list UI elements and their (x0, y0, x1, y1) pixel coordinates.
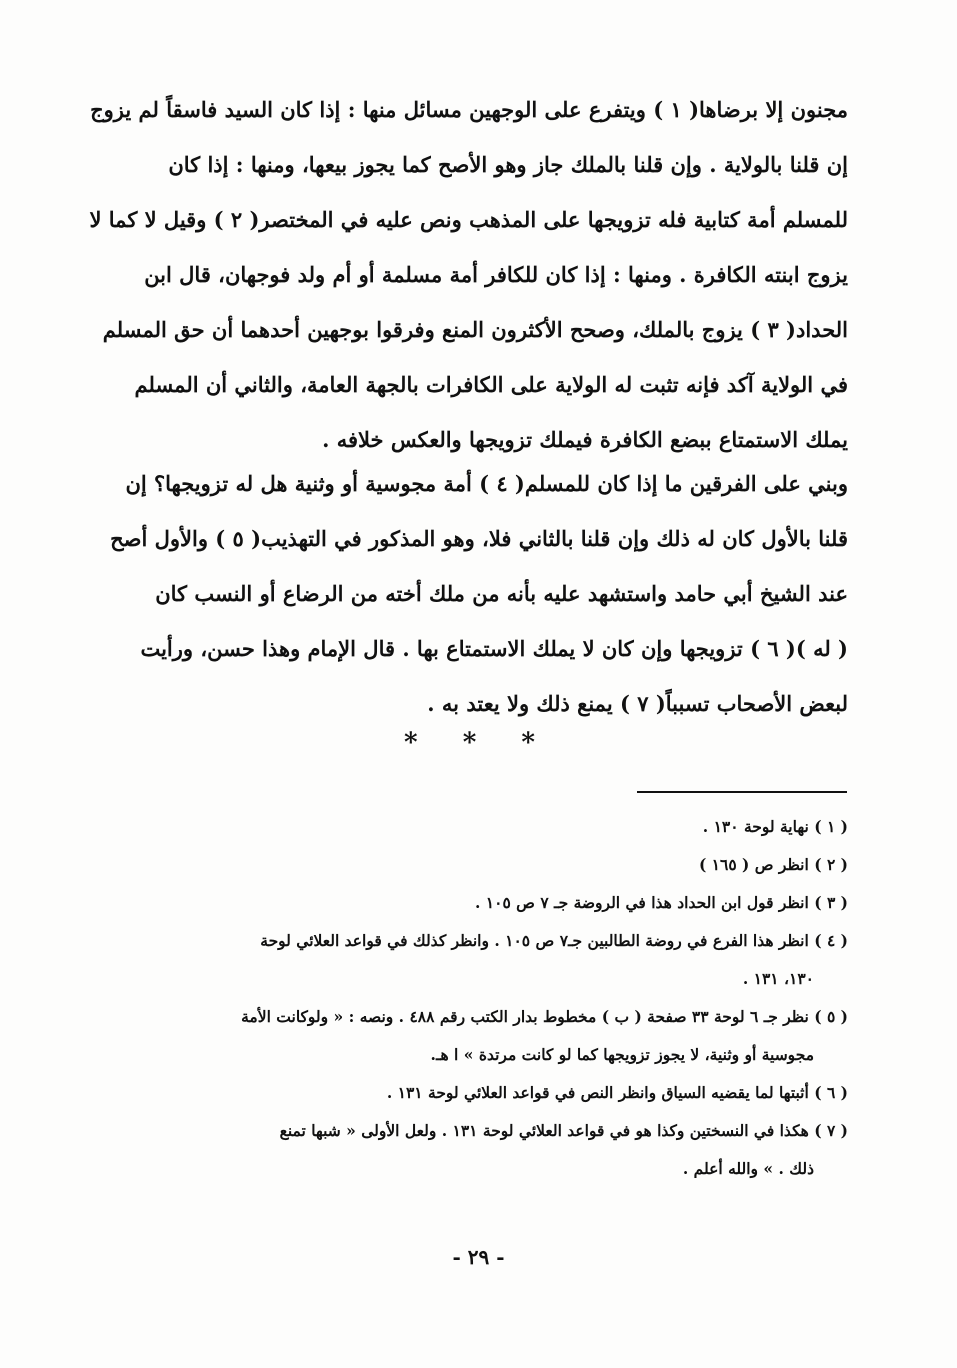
paragraph-2 (110, 456, 848, 731)
paragraph-1 (89, 82, 848, 467)
footnote-1: ( ١ ) نهاية لوحة ١٣٠ . (702, 817, 848, 836)
text-line: عند الشيخ أبي حامد واستشهد عليه بأنه من ملك أخته من الرضاع أو النسب كان (155, 581, 848, 606)
footnote-4-continuation: ١٣٠، ١٣١ . (742, 969, 814, 988)
text-line: ( له )( ٦ ) تزويجها وإن كان لا يملك الاستمتاع بها . قال الإمام وهذا حسن، ورأيت (140, 636, 848, 661)
text-line: مجنون إلا برضاها( ١ ) ويتفرع على الوجهين مسائل منها : إذا كان السيد فاسقاً لم يزوج (90, 97, 848, 122)
footnote-5-continuation: مجوسية أو وثنية، لا يجوز تزويجها كما لو كانت مرتدة » ا هـ. (430, 1045, 814, 1064)
footnote-2: ( ٢ ) انظر ص ( ١٦٥ ) (698, 855, 848, 874)
text-line: للمسلم أمة كتابية فله تزويجها على المذهب ونص عليه في المختصر( ٢ ) وقيل لا كما لا (89, 207, 848, 232)
footnote-3: ( ٣ ) انظر قول ابن الحداد هذا في الروضة جـ ٧ ص ١٠٥ . (475, 893, 848, 912)
footnote-7-continuation: ذلك . » والله أعلم . (682, 1159, 814, 1178)
footnote-divider (637, 791, 847, 793)
text-line: إن قلنا بالولاية . وإن قلنا بالملك جاز وهو الأصح كما يجوز بيعها، ومنها : إذا كان (168, 152, 848, 177)
text-line: قلنا بالأول كان له ذلك وإن قلنا بالثاني فلا، وهو المذكور في التهذيب( ٥ ) والأول أصح (110, 526, 848, 551)
footnote-7: ( ٧ ) هكذا في النسختين وكذا هو في قواعد العلائي لوحة ١٣١ . ولعل الأولى « شبها تمنع (279, 1121, 848, 1140)
text-line: يزوج ابنته الكافرة . ومنها : إذا كان للكافر أمة مسلمة أو أم ولد فوجهان، قال ابن (144, 262, 848, 287)
text-line: وبني على الفرقين ما إذا كان للمسلم( ٤ ) أمة مجوسية أو وثنية هل له تزويجها؟ إن (125, 471, 848, 496)
text-line: لبعض الأصحاب تسبباً( ٧ ) يمنع ذلك ولا يعتد به . (427, 691, 848, 716)
text-line: في الولاية آكد فإنه تثبت له الولاية على الكافرات بالجهة العامة، والثاني أن المسلم (134, 372, 848, 397)
footnote-5: ( ٥ ) نظر جـ ٦ لوحة ٣٣ صفحة ( ب ) مخطوط بدار الكتب رقم ٤٨٨ . ونصه : « ولوكانت الأمة (241, 1007, 848, 1026)
text-line: يملك الاستمتاع ببضع الكافرة فيملك تزويجها والعكس خلافه . (322, 427, 848, 452)
footnotes (110, 808, 848, 1188)
footnote-6: ( ٦ ) أثبتها لما يقضيه السياق وانظر النص في قواعد العلائي لوحة ١٣١ . (386, 1083, 848, 1102)
footnote-4: ( ٤ ) انظر هذا الفرع في روضة الطالبين جـ٧ ص ١٠٥ . وانظر كذلك في قواعد العلائي لوحة (260, 931, 848, 950)
section-separator: * * * (404, 728, 553, 758)
page-number: - ٢٩ - (452, 1245, 505, 1269)
text-line: الحداد( ٣ ) يزوج بالملك، وصحح الأكثرون المنع وفرقوا بوجهين أحدهما أن حق المسلم (102, 317, 848, 342)
